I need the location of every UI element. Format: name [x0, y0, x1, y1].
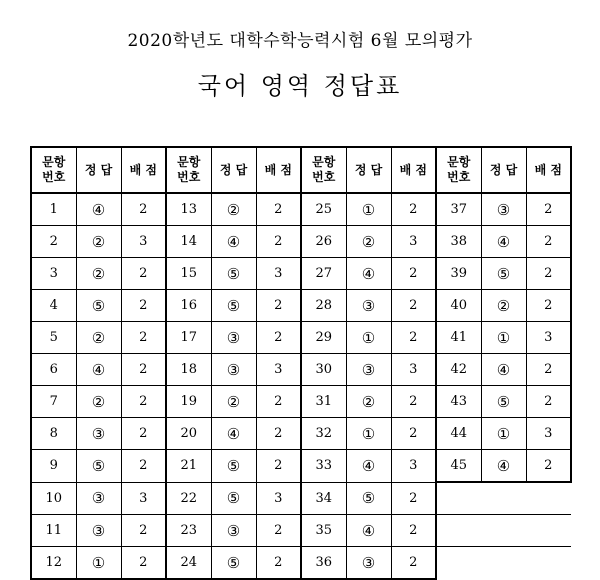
question-number: 19: [166, 386, 211, 418]
table-row: [31, 482, 571, 515]
question-number: 33: [301, 450, 346, 483]
question-number: 40: [436, 290, 481, 322]
score-value: 2: [256, 386, 301, 418]
score-value: 2: [391, 547, 436, 580]
question-number: 20: [166, 418, 211, 450]
score-header: 배 점: [526, 147, 571, 193]
question-number: 24: [166, 547, 211, 580]
question-number: 23: [166, 515, 211, 547]
answer-value: ①: [346, 193, 391, 226]
number-header: 문항 번호: [301, 147, 346, 193]
score-value: 2: [526, 226, 571, 258]
score-value: 2: [121, 193, 166, 226]
question-number: 14: [166, 226, 211, 258]
question-number: 26: [301, 226, 346, 258]
answer-header: 정 답: [211, 147, 256, 193]
answer-value: ②: [346, 386, 391, 418]
question-number: 38: [436, 226, 481, 258]
question-number: 11: [31, 515, 76, 547]
score-value: 2: [391, 193, 436, 226]
score-value: 2: [121, 322, 166, 354]
answer-value: ⑤: [481, 258, 526, 290]
answer-value: ④: [76, 354, 121, 386]
empty-cell: [436, 547, 571, 580]
answer-value: ①: [76, 547, 121, 580]
answer-value: ②: [211, 386, 256, 418]
score-value: 2: [121, 290, 166, 322]
question-number: 7: [31, 386, 76, 418]
question-number: 18: [166, 354, 211, 386]
question-number: 41: [436, 322, 481, 354]
question-number: 8: [31, 418, 76, 450]
answer-value: ②: [76, 226, 121, 258]
answer-key-table: [30, 146, 572, 580]
question-number: 37: [436, 193, 481, 226]
score-value: 2: [121, 354, 166, 386]
exam-subtitle: 2020학년도 대학수학능력시험 6월 모의평가: [127, 31, 473, 51]
answer-value: ③: [346, 290, 391, 322]
question-number: 36: [301, 547, 346, 580]
question-number: 35: [301, 515, 346, 547]
score-value: 2: [121, 418, 166, 450]
question-number: 3: [31, 258, 76, 290]
answer-value: ⑤: [211, 482, 256, 515]
table-header: [31, 147, 571, 193]
answer-value: ⑤: [211, 258, 256, 290]
page-title: 국어 영역 정답표: [197, 72, 403, 100]
table-row: [31, 418, 571, 450]
answer-value: ③: [76, 482, 121, 515]
score-value: 2: [391, 482, 436, 515]
question-number: 1: [31, 193, 76, 226]
table-row: [31, 193, 571, 226]
score-value: 3: [391, 226, 436, 258]
score-value: 3: [391, 450, 436, 483]
score-value: 2: [256, 450, 301, 483]
answer-header: 정 답: [76, 147, 121, 193]
answer-value: ⑤: [76, 290, 121, 322]
question-number: 31: [301, 386, 346, 418]
question-number: 42: [436, 354, 481, 386]
answer-value: ④: [346, 450, 391, 483]
score-value: 3: [256, 482, 301, 515]
question-number: 25: [301, 193, 346, 226]
answer-value: ②: [211, 193, 256, 226]
question-number: 39: [436, 258, 481, 290]
table-row: [31, 386, 571, 418]
question-number: 13: [166, 193, 211, 226]
question-number: 34: [301, 482, 346, 515]
question-number: 10: [31, 482, 76, 515]
question-number: 5: [31, 322, 76, 354]
score-value: 2: [391, 418, 436, 450]
score-value: 2: [391, 322, 436, 354]
question-number: 21: [166, 450, 211, 483]
answer-value: ⑤: [211, 290, 256, 322]
answer-value: ③: [481, 193, 526, 226]
score-value: 2: [256, 547, 301, 580]
question-number: 2: [31, 226, 76, 258]
number-header: 문항 번호: [436, 147, 481, 193]
question-number: 27: [301, 258, 346, 290]
answer-value: ③: [346, 547, 391, 580]
score-value: 2: [256, 193, 301, 226]
header-row: [31, 147, 571, 193]
number-header: 문항 번호: [31, 147, 76, 193]
score-value: 2: [526, 258, 571, 290]
answer-value: ③: [211, 322, 256, 354]
answer-value: ①: [346, 418, 391, 450]
question-number: 9: [31, 450, 76, 483]
score-value: 2: [256, 226, 301, 258]
score-header: 배 점: [391, 147, 436, 193]
empty-cell: [436, 482, 571, 515]
answer-value: ⑤: [346, 482, 391, 515]
score-value: 2: [391, 386, 436, 418]
score-value: 2: [256, 418, 301, 450]
answer-value: ④: [211, 226, 256, 258]
score-value: 2: [256, 322, 301, 354]
answer-value: ②: [481, 290, 526, 322]
score-header: 배 점: [256, 147, 301, 193]
question-number: 17: [166, 322, 211, 354]
answer-header: 정 답: [346, 147, 391, 193]
score-value: 2: [391, 515, 436, 547]
table-row: [31, 515, 571, 547]
question-number: 30: [301, 354, 346, 386]
question-number: 45: [436, 450, 481, 483]
table-body: [31, 193, 571, 579]
answer-value: ①: [481, 418, 526, 450]
table-row: [31, 322, 571, 354]
score-value: 2: [391, 258, 436, 290]
score-value: 2: [121, 386, 166, 418]
score-value: 2: [256, 515, 301, 547]
score-value: 2: [526, 386, 571, 418]
answer-value: ④: [481, 354, 526, 386]
score-value: 2: [121, 515, 166, 547]
answer-value: ③: [211, 354, 256, 386]
score-value: 3: [526, 322, 571, 354]
answer-value: ①: [346, 322, 391, 354]
answer-value: ③: [76, 515, 121, 547]
score-value: 2: [526, 450, 571, 483]
score-value: 2: [526, 193, 571, 226]
answer-value: ④: [481, 226, 526, 258]
question-number: 4: [31, 290, 76, 322]
answer-value: ③: [211, 515, 256, 547]
question-number: 29: [301, 322, 346, 354]
question-number: 43: [436, 386, 481, 418]
table-row: [31, 226, 571, 258]
answer-value: ⑤: [481, 386, 526, 418]
table-row: [31, 354, 571, 386]
question-number: 32: [301, 418, 346, 450]
answer-value: ④: [346, 258, 391, 290]
score-value: 2: [391, 290, 436, 322]
answer-value: ②: [76, 322, 121, 354]
answer-value: ②: [76, 386, 121, 418]
question-number: 22: [166, 482, 211, 515]
answer-value: ④: [346, 515, 391, 547]
answer-value: ②: [76, 258, 121, 290]
score-value: 3: [121, 482, 166, 515]
answer-value: ③: [76, 418, 121, 450]
table-row: [31, 258, 571, 290]
answer-value: ③: [346, 354, 391, 386]
answer-value: ⑤: [211, 547, 256, 580]
score-value: 3: [391, 354, 436, 386]
score-value: 3: [256, 258, 301, 290]
score-value: 2: [256, 290, 301, 322]
question-number: 15: [166, 258, 211, 290]
table-row: [31, 290, 571, 322]
answer-value: ⑤: [76, 450, 121, 483]
answer-value: ①: [481, 322, 526, 354]
score-value: 3: [526, 418, 571, 450]
score-value: 2: [526, 290, 571, 322]
score-value: 3: [121, 226, 166, 258]
answer-value: ④: [481, 450, 526, 483]
empty-cell: [436, 515, 571, 547]
answer-value: ⑤: [211, 450, 256, 483]
score-value: 2: [121, 258, 166, 290]
score-value: 3: [256, 354, 301, 386]
answer-value: ④: [76, 193, 121, 226]
table-row: [31, 450, 571, 483]
question-number: 6: [31, 354, 76, 386]
question-number: 12: [31, 547, 76, 580]
number-header: 문항 번호: [166, 147, 211, 193]
score-header: 배 점: [121, 147, 166, 193]
question-number: 44: [436, 418, 481, 450]
answer-value: ④: [211, 418, 256, 450]
score-value: 2: [121, 547, 166, 580]
answer-value: ②: [346, 226, 391, 258]
score-value: 2: [526, 354, 571, 386]
question-number: 16: [166, 290, 211, 322]
score-value: 2: [121, 450, 166, 483]
question-number: 28: [301, 290, 346, 322]
answer-header: 정 답: [481, 147, 526, 193]
table-row: [31, 547, 571, 580]
